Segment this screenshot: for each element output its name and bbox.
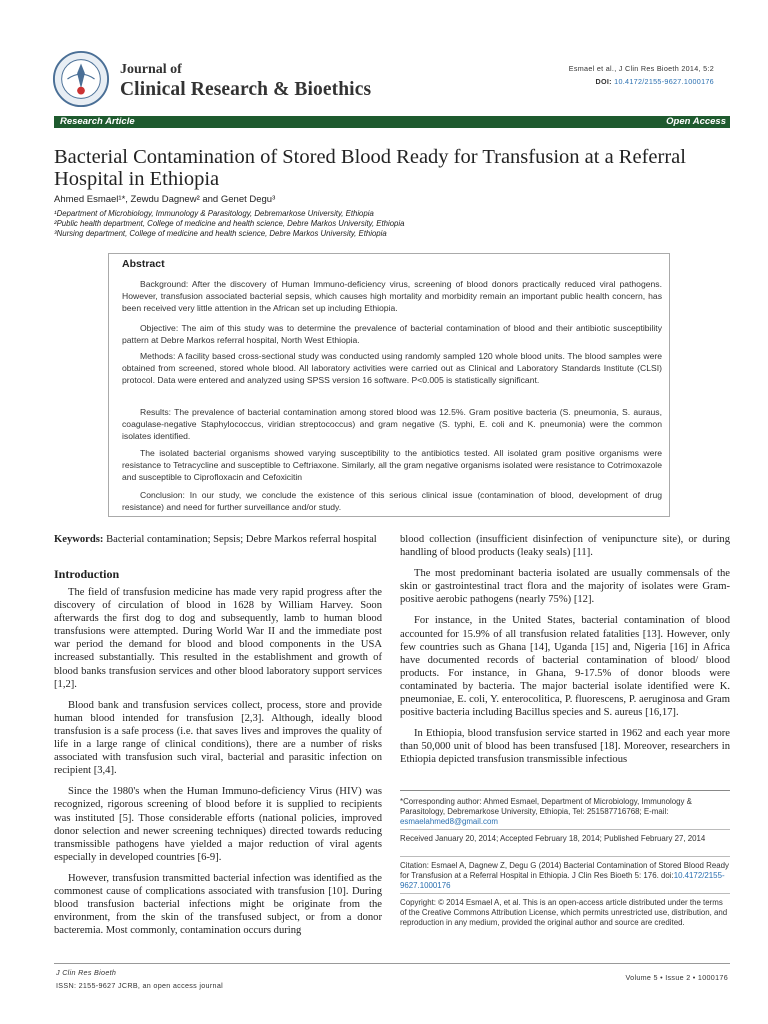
right-column — [400, 533, 730, 775]
abstract-background: Background: After the discovery of Human Immuno-deficiency virus, screening of blood donors practically reduced viral pathogens. However, transfusion associated bacterial sepsis, which causes high mortality and morbidity remain an important public health concern, has been received very little attention in the African set up including Ethiopia. — [122, 279, 662, 314]
footer-issn: ISSN: 2155-9627 JCRB, an open access journal — [56, 981, 224, 990]
paragraph: The field of transfusion medicine has made very rapid progress after the discovery of circulation of blood in 1628 by William Harvey. Soon afterwards the first dog to dog and subsequently, lamb to human blood transfusions were attempted. During World War II and the immediate post war period the demand for blood and blood components in the USA increased substantially. This resulted in the establishment and growth of blood banks transfusion services and other blood laboratory support services [1,2]. — [54, 587, 382, 690]
paragraph: However, transfusion transmitted bacterial infection was identified as the commonest cause of complications associated with transfusion [10]. During blood transfusion bacterial infections might be originate from the environment, from the skin of the transfused subject, or from a donor bacteremia. Most commonly, contamination occurs during — [54, 872, 382, 937]
paragraph: Since the 1980's when the Human Immuno-deficiency Virus (HIV) was recognized, rigorous screening of blood before it is supplied to recipients was instituted [5]. Those considerable efforts (national policies, improved donor selection and newer screening techniques) directed towards reducing transmissible pathogens have yielded a major reduction of viral agents especially in developed countries [6-9]. — [54, 786, 382, 863]
doi-label: DOI: — [595, 77, 612, 86]
notes-divider — [400, 790, 730, 791]
affiliation-2: ²Public health department, College of medicine and health science, Debre Markos University, Ethiopia — [54, 219, 405, 228]
paragraph: In Ethiopia, blood transfusion service started in 1962 and each year more than 50,000 unit of blood has been transfused [18]. Moreover, researchers in Ethiopia depicted transfusion transmissible infectious — [400, 728, 730, 766]
keywords-text: Bacterial contamination; Sepsis; Debre Markos referral hospital — [106, 534, 377, 545]
copyright-note: Copyright: © 2014 Esmael A, et al. This is an open-access article distributed under the terms of the Creative Commons Attribution License, which permits unrestricted use, distribution, and reproduction in any medium, provided the original author and source are credited. — [400, 898, 728, 927]
abstract-methods: Methods: A facility based cross-sectional study was conducted using randomly sampled 120 whole blood units. The blood samples were obtained from screened, stored whole blood. All laboratory activities were carried out as Clinical and Laboratory Standards Institute (CLSI) protocol. Data were entered and analyzed using SPSS version 16 software. P<0.005 is statistically significant. — [122, 351, 662, 386]
notes-divider — [400, 829, 730, 830]
citation-note: Citation: Esmael A, Dagnew Z, Degu G (2014) Bacterial Contamination of Stored Blood Ready for Transfusion at a Referral Hospital in Ethiopia. J Clin Res Bioeth 5: 176. doi:10.4172/2155-9627.1000176 — [400, 861, 729, 890]
footer-journal: J Clin Res Bioeth — [56, 968, 117, 977]
author-list: Ahmed Esmael¹*, Zewdu Dagnew² and Genet Degu³ — [54, 194, 276, 205]
keywords — [54, 533, 382, 546]
journal-logo — [52, 50, 110, 108]
header-citation: Esmael et al., J Clin Res Bioeth 2014, 5:2 — [568, 64, 714, 73]
email-link[interactable]: esmaelahmed8@gmail.com — [400, 817, 498, 826]
received-dates: Received January 20, 2014; Accepted February 18, 2014; Published February 27, 2014 — [400, 834, 706, 843]
abstract-isolates: The isolated bacterial organisms showed varying susceptibility to the antibiotics tested. All isolated gram positive organisms were resistance to Tetracycline and susceptible to Ceftriaxone. Similarly, all the gram negative organisms isolated were resistance to Cotrimoxazole and susceptible to Ciprofloxacin and Cefoxicitin — [122, 448, 662, 483]
footer-volume: Volume 5 • Issue 2 • 1000176 — [625, 973, 728, 982]
paragraph: For instance, in the United States, bacterial contamination of blood accounted for 15.9% of all transfusion related fatalities [13]. However, only few countries such as Ghana [14], Uganda [15] and, Nigeria [16] in Africa have documented records of bacterial contamination of blood/ blood products. For instance, in Ghana, 9-17.5% of donor bloods were contaminated by bacteria. The major bacterial isolate identified were K. pneumoniae, E. coli, Y. enterocolitica, P. fluorescens, P. aeruginosa and Gram positive bacteria including Bacillus species and S. aureus [16,17]. — [400, 615, 730, 719]
abstract-heading: Abstract — [122, 258, 165, 270]
article-type-bar — [54, 116, 730, 128]
article-type-label: Research Article — [60, 116, 135, 127]
corresponding-author: *Corresponding author: Ahmed Esmael, Department of Microbiology, Immunology & Parasitology, Debremarkose University, Ethiopia, Tel: 251587716768; E-mail: esmaelahmed8@gmail.com — [400, 797, 692, 826]
notes-divider — [400, 856, 730, 857]
citation-doi-link[interactable]: 10.4172/2155-9627.1000176 — [400, 871, 725, 890]
footer-divider — [54, 963, 730, 964]
paragraph: Blood bank and transfusion services collect, process, store and provide human blood intended for transfusion [2,3]. Although, ideally blood transfusion is a safe process (i.e. that saves lives and improves the quality of life in a large range of clinical conditions), there are a number of risks associated with transfusion such viral, bacterial and parasitic infection on recipient [3,4]. — [54, 699, 382, 777]
introduction-heading: Introduction — [54, 567, 120, 581]
keywords-label: Keywords: — [54, 534, 104, 545]
affiliation-3: ³Nursing department, College of medicine and health science, Debre Markos University, Ethiopia — [54, 229, 387, 238]
paragraph: blood collection (insufficient disinfection of venipuncture site), or during handling of blood products (leaky seals) [11]. — [400, 534, 730, 559]
abstract-objective: Objective: The aim of this study was to determine the prevalence of bacterial contamination of blood and their antibiotic susceptibility pattern at Debre Markos referral hospital, North West Ethiopia. — [122, 323, 662, 346]
header-doi — [595, 77, 714, 86]
affiliation-1: ¹Department of Microbiology, Immunology & Parasitology, Debremarkose University, Ethiopia — [54, 209, 374, 218]
abstract-conclusion: Conclusion: In our study, we conclude the existence of this serious clinical issue (contamination of blood, development of drug resistance) and need for further surveillance and/or study. — [122, 490, 662, 513]
article-title: Bacterial Contamination of Stored Blood Ready for Transfusion at a Referral Hospital in Ethiopia — [54, 146, 686, 190]
journal-of-label: Journal of — [120, 62, 182, 77]
paragraph: The most predominant bacteria isolated are usually commensals of the skin or gastrointestinal tract flora and the majority of isolates were Gram-positive aerobic pathogens (nearly 75%) [12]. — [400, 568, 730, 606]
doi-link[interactable]: 10.4172/2155-9627.1000176 — [614, 77, 714, 86]
open-access-label: Open Access — [666, 116, 726, 127]
notes-divider — [400, 893, 730, 894]
abstract-results: Results: The prevalence of bacterial contamination among stored blood was 12.5%. Gram positive bacteria (S. pneumonia, S. auraus, coagulase-negative Staphylococcus, viridian streptococcus) and gram negative (S. typhi, E. coli and K. pneumonia) were the common isolates identified. — [122, 407, 662, 442]
left-column — [54, 586, 382, 945]
journal-name: Clinical Research & Bioethics — [120, 79, 372, 100]
